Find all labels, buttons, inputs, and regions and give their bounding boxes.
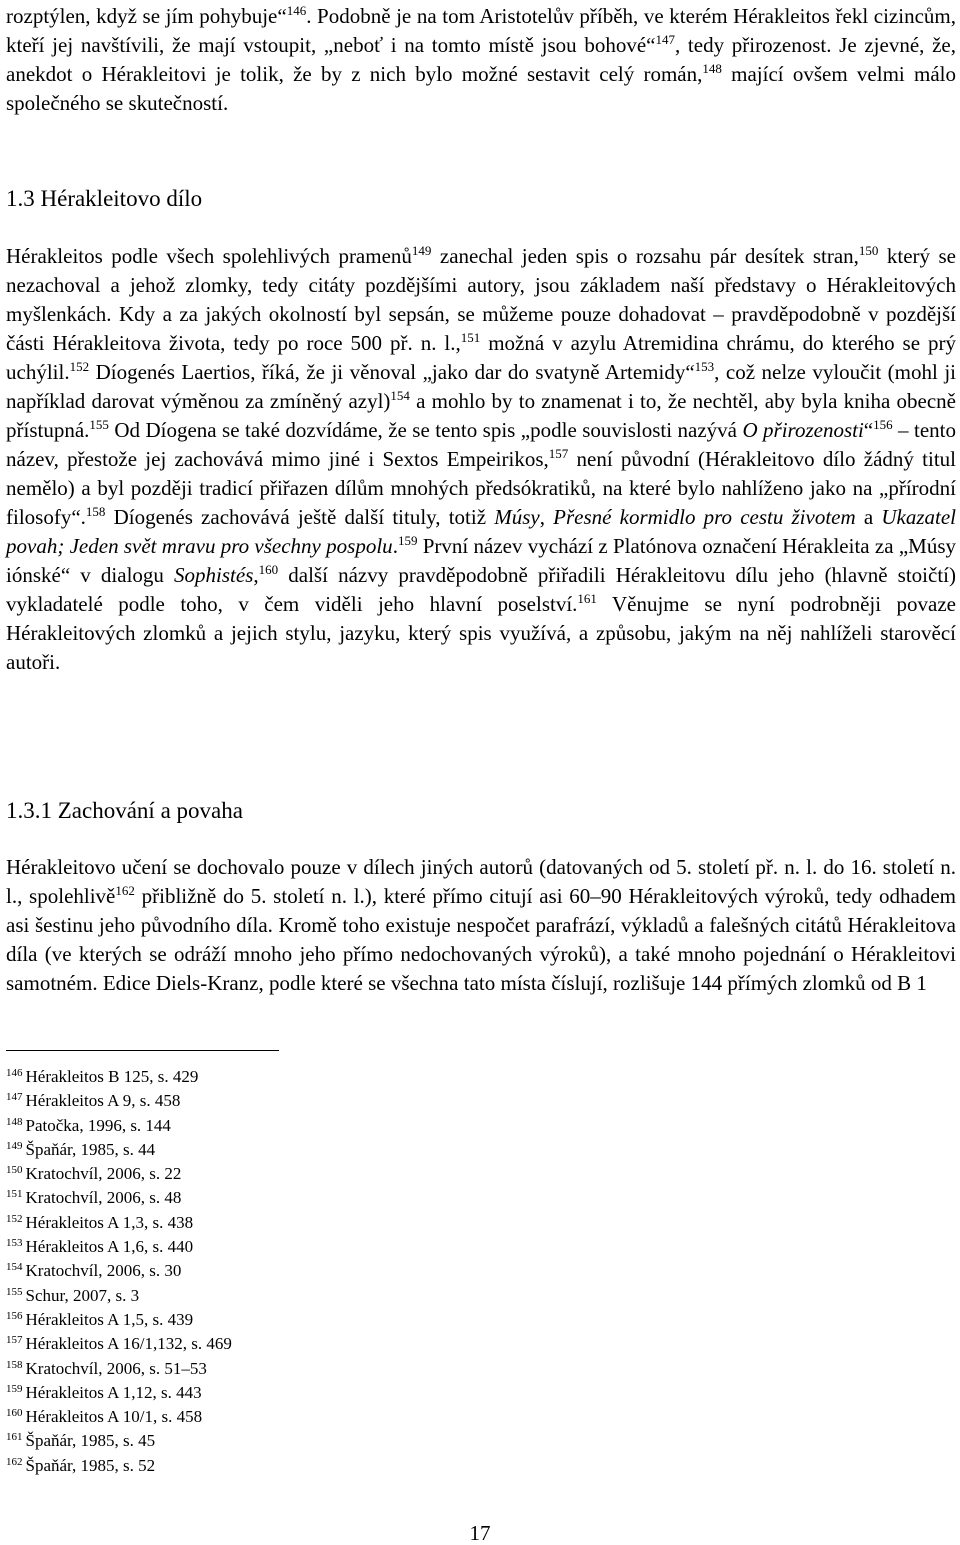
footnote-ref: 153 <box>694 359 715 374</box>
footnote-text: Schur, 2007, s. 3 <box>25 1285 140 1305</box>
footnote-text: Patočka, 1996, s. 144 <box>25 1115 171 1135</box>
italic-title: Sophistés <box>174 563 254 587</box>
footnote-item <box>6 1089 606 1113</box>
footnote-ref: 150 <box>858 243 879 258</box>
footnote-number: 161 <box>6 1431 23 1444</box>
footnote-number: 150 <box>6 1164 23 1177</box>
footnote-ref: 160 <box>258 562 279 577</box>
section-heading: 1.3 Hérakleitovo dílo <box>6 186 203 211</box>
intro-paragraph: rozptýlen, když se jím pohybuje“$^{146}$. Podobně je na tom Aristotelův příběh, ve kterém Hérakleitos řekl cizincům, kteří jej navštívili, že mají vstoupit, „neboť i na tomto místě jsou bohové“$^{147}$, tedy přirozenost. Je zjevné, že, anekdot o Hérakleitovi je tolik, že by z nich bylo možné sestavit celý román,$^{148}$ mající ovšem velmi málo společného se skutečností. <box>6 3 956 115</box>
footnote-text: Kratochvíl, 2006, s. 22 <box>25 1164 182 1184</box>
footnote-text: Kratochvíl, 2006, s. 30 <box>25 1261 182 1281</box>
footnote-ref: 159 <box>397 533 418 548</box>
italic-title: O přirozenosti <box>742 418 864 442</box>
footnote-ref: 148 <box>702 61 722 76</box>
footnote-number: 147 <box>6 1091 23 1104</box>
footnotes-list <box>6 1065 606 1478</box>
italic-title: Ukazatel povah; Jeden svět mravu pro všechny pospolu <box>6 505 956 558</box>
footnote-number: 157 <box>6 1334 23 1347</box>
footnote-text: Hérakleitos B 125, s. 429 <box>25 1067 199 1086</box>
footnote-text: Hérakleitos A 1,12, s. 443 <box>25 1382 202 1402</box>
footnote-text: Hérakleitos A 1,3, s. 438 <box>25 1212 194 1232</box>
footnote-text: Hérakleitos A 1,6, s. 440 <box>25 1237 194 1257</box>
footnote-ref: 151 <box>460 330 481 345</box>
footnote-text: Kratochvíl, 2006, s. 48 <box>25 1188 182 1208</box>
footnote-text: Hérakleitos A 10/1, s. 458 <box>25 1407 203 1427</box>
footnote-text: Špaňár, 1985, s. 44 <box>25 1139 156 1159</box>
footnote-number: 160 <box>6 1407 23 1420</box>
footnote-item <box>6 1235 606 1259</box>
subsection-paragraph: Hérakleitovo učení se dochovalo pouze v dílech jiných autorů (datovaných od 5. století př. n. l. do 16. století n. l., spolehlivě$^{162}$ přibližně do 5. století n. l.), které přímo citují asi 60–90 Hérakleitových výroků, tedy odhadem asi šestinu jeho původního díla. Kromě toho existuje nespočet parafrází, výkladů a falešných citátů Hérakleitova díla (ve kterých se odráží mnoho jeho přímo nedochovaných výroků), a také mnoho pojednání o Hérakleitovi samotném. Edice Diels-Kranz, podle které se všechna tato místa číslují, rozlišuje 144 přímých zlomků od B 1 <box>6 855 957 995</box>
footnote-number: 155 <box>6 1285 23 1298</box>
footnote-number: 148 <box>6 1115 23 1128</box>
footnote-number: 151 <box>6 1188 23 1201</box>
footnote-text: Hérakleitos A 9, s. 458 <box>25 1091 181 1111</box>
footnote-ref: 155 <box>89 417 109 432</box>
footnote-ref: 149 <box>411 243 432 258</box>
footnote-number: 154 <box>6 1261 23 1274</box>
footnote-ref: 156 <box>873 417 893 432</box>
footnote-item <box>6 1332 606 1356</box>
footnote-number: 152 <box>6 1212 23 1225</box>
footnote-text: Hérakleitos A 16/1,132, s. 469 <box>25 1334 232 1354</box>
footnote-item <box>6 1114 606 1138</box>
footnote-ref: 154 <box>390 388 410 403</box>
footnote-text: Špaňár, 1985, s. 52 <box>25 1455 156 1475</box>
footnote-number: 159 <box>6 1382 23 1395</box>
footnote-separator <box>6 1050 279 1051</box>
section-paragraph: Hérakleitos podle všech spolehlivých pramenů$^{149}$ zanechal jeden spis o rozsahu pár desítek stran,$^{150}$ který se nezachoval a jehož zlomky, tedy citáty pozdějšími autory, jsou základem naší představy o Hérakleitových myšlenkách. Kdy a za jakých okolností byl sepsán, se můžeme pouze dohadovat – pravděpodobně v pozdější části Hérakleitova života, tedy po roce 500 př. n. l.,$^{151}$ možná v azylu Atremidina chrámu, do kterého se prý uchýlil.$^{152}$ Díogenés Laertios, říká, že ji věnoval „jako dar do svatyně Artemidy“$^{153}$, což nelze vyloučit (mohl ji například darovat výměnou za zmíněný azyl)$^{154}$ a mohlo by to znamenat i to, že nechtěl, aby byla kniha obecně přístupná.$^{155}$ Od Díogena se také dozvídáme, že se tento spis „podle souvislosti nazývá O přirozenosti“$^{156}$ – tento název, přestože jej zachovává mimo jiné i Sextos Empeirikos,$^{157}$ není původní (Hérakleitovo dílo žádný titul nemělo) a byl později tradicí přiřazen dílům mnohých předsókratiků, na které bylo nahlíženo jako na „přírodní filosofy“.$^{158}$ Díogenés zachovává ještě další tituly, totiž Músy, Přesné kormidlo pro cestu životem a Ukazatel povah; Jeden svět mravu pro všechny pospolu.$^{159}$ První název vychází z Platónova označení Hérakleita za „Músy iónské“ v dialogu Sophistés,$^{160}$ další názvy pravděpodobně přiřadili Hérakleitovu dílu jeho (hlavně stoičtí) vykladatelé podle toho, v čem viděli jeho hlavní poselství.$^{161}$ Věnujme se nyní podrobněji povaze Hérakleitových zlomků a jejich stylu, jazyku, který spis využívá, a způsobu, jakým na něj nahlíželi starověcí autoři. <box>6 243 956 674</box>
footnote-item <box>6 1211 606 1235</box>
footnote-ref: 157 <box>548 446 569 461</box>
footnote-text: Špaňár, 1985, s. 45 <box>25 1431 156 1451</box>
footnote-number: 158 <box>6 1358 23 1371</box>
italic-title: Músy <box>494 505 540 529</box>
footnote-number: 153 <box>6 1237 23 1250</box>
footnote-item <box>6 1065 606 1089</box>
footnote-number: 156 <box>6 1309 23 1322</box>
footnote-item <box>6 1284 606 1308</box>
italic-title: Přesné kormidlo pro cestu životem <box>553 505 856 529</box>
footnote-item <box>6 1186 606 1210</box>
footnote-item <box>6 1405 606 1429</box>
footnote-ref: 152 <box>69 359 90 374</box>
page-number: 17 <box>469 1521 491 1545</box>
footnote-item <box>6 1308 606 1332</box>
footnote-item <box>6 1357 606 1381</box>
footnote-item <box>6 1381 606 1405</box>
footnote-ref: 162 <box>115 883 135 898</box>
subsection-heading: 1.3.1 Zachování a povaha <box>6 798 243 823</box>
footnote-item <box>6 1429 606 1453</box>
footnote-number: 162 <box>6 1455 23 1468</box>
footnote-ref: 147 <box>655 32 675 47</box>
footnote-item <box>6 1138 606 1162</box>
footnote-ref: 146 <box>286 3 307 18</box>
footnote-number: 149 <box>6 1139 23 1152</box>
footnote-item <box>6 1259 606 1283</box>
footnote-item <box>6 1454 606 1478</box>
footnote-item <box>6 1162 606 1186</box>
footnote-text: Hérakleitos A 1,5, s. 439 <box>25 1309 194 1329</box>
footnote-text: Kratochvíl, 2006, s. 51–53 <box>25 1358 207 1378</box>
footnote-number: 146 <box>6 1067 23 1079</box>
footnote-ref: 161 <box>577 591 597 606</box>
footnote-ref: 158 <box>85 504 106 519</box>
